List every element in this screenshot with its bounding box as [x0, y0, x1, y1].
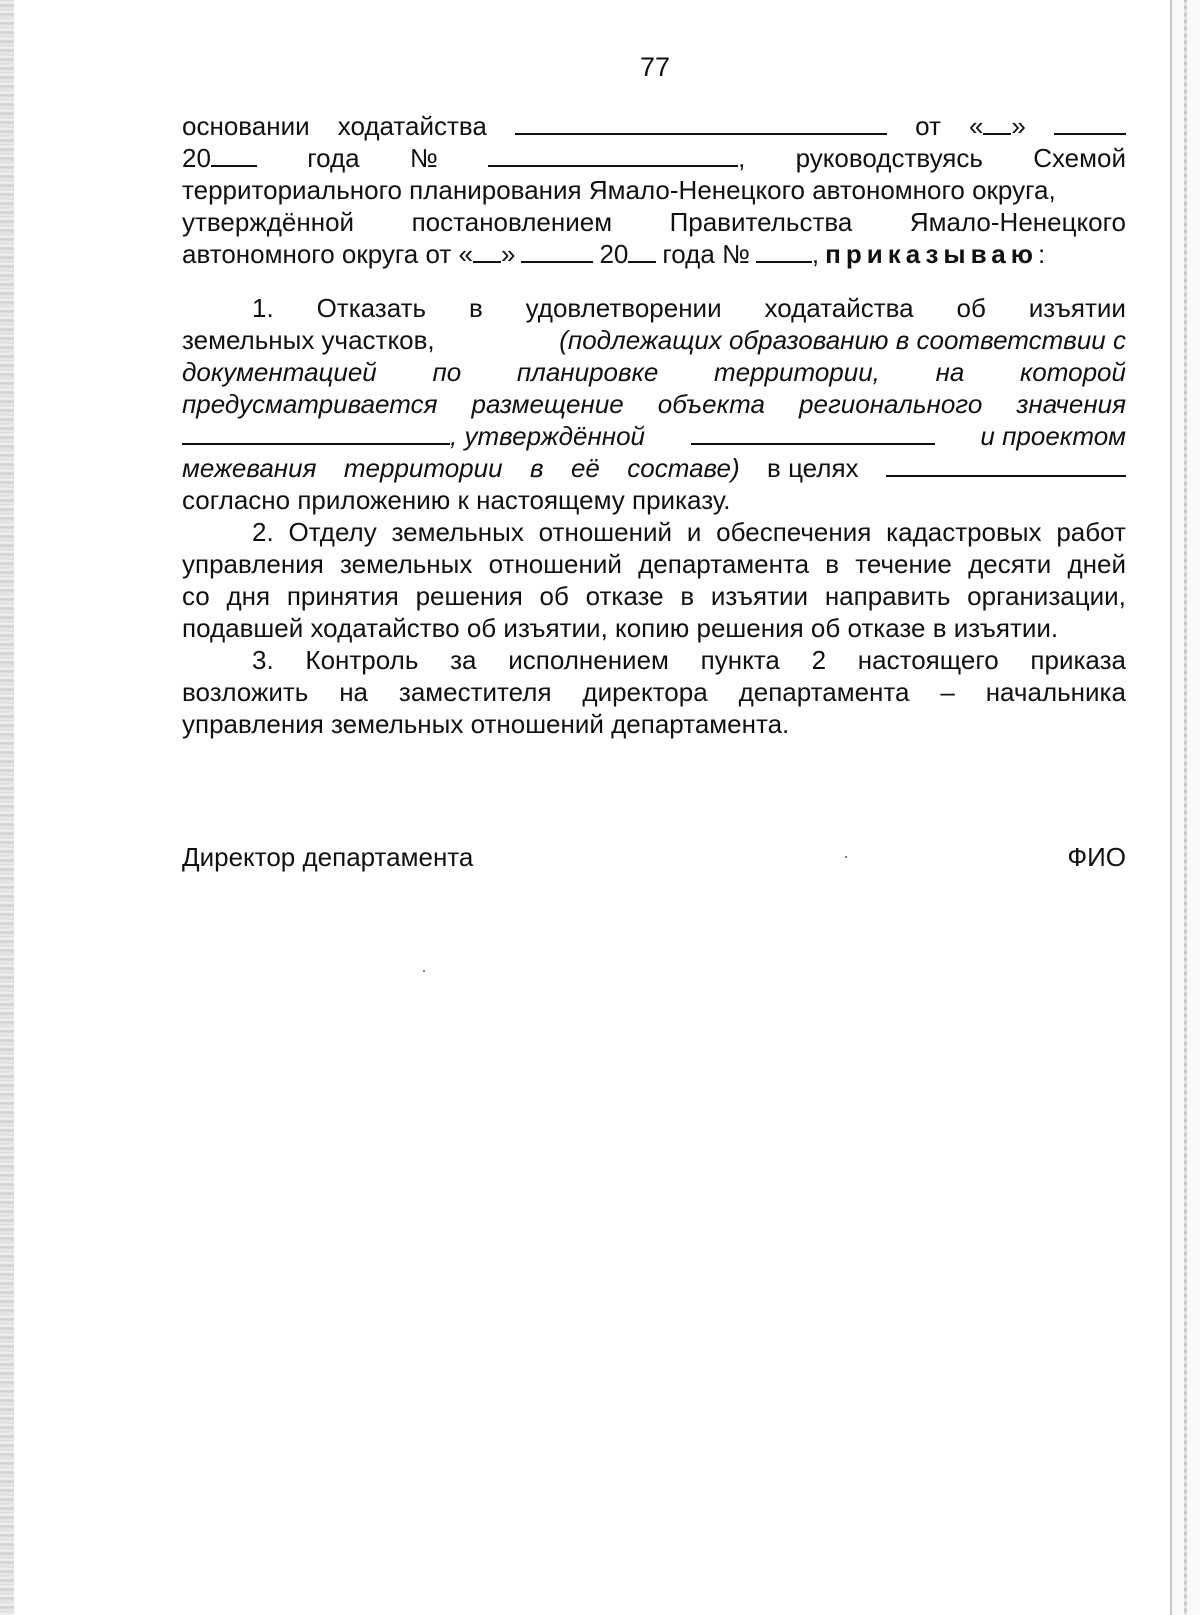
day-blank	[983, 111, 1011, 135]
signer-position: Директор департамента	[182, 842, 474, 872]
item1-line-7: согласно приложению к настоящему приказу.	[182, 485, 731, 515]
petition-blank	[515, 111, 887, 135]
item1-line-5: , утверждённой и проектом	[182, 420, 1126, 452]
item1-line-2: земельных участков, (подлежащих образованию в соответствии с	[182, 325, 1126, 355]
item1-line-6: межевания территории в её составе) в целях	[182, 452, 1126, 484]
intro-line-5: автономного округа от « » 20 года № , приказываю:	[182, 239, 1046, 269]
order-verb: приказываю	[825, 239, 1038, 269]
scan-left-edge	[0, 0, 14, 1615]
signature-block	[182, 842, 1126, 873]
intro-line-3: территориального планирования Ямало-Ненецкого автономного округа,	[182, 175, 1056, 205]
item2-line-3: со дня принятия решения об отказе в изъятии направить организации,	[182, 581, 1126, 611]
item1-line-4: предусматривается размещение объекта регионального значения	[182, 389, 1126, 419]
item3-line-1: 3. Контроль за исполнением пункта 2 настоящего приказа	[252, 645, 1126, 675]
intro-line-2: 20 года № , руководствуясь Схемой	[182, 143, 1126, 173]
page-number: 77	[639, 52, 671, 82]
intro-line-4: утверждённой постановлением Правительства Ямало-Ненецкого	[182, 207, 1126, 237]
item2-line-2: управления земельных отношений департамента в течение десяти дней	[182, 549, 1126, 579]
scan-speck	[423, 970, 425, 972]
item3-line-2: возложить на заместителя директора департамента – начальника	[182, 677, 1126, 707]
item2-line-4: подавшей ходатайство об изъятии, копию решения об отказе в изъятии.	[182, 613, 1059, 643]
item2-line-1: 2. Отделу земельных отношений и обеспечения кадастровых работ	[252, 517, 1126, 547]
scan-speck	[845, 856, 847, 858]
item1-line-3: документацией по планировке территории, на которой	[182, 357, 1126, 387]
month-blank	[1054, 111, 1126, 135]
item3-line-3: управления земельных отношений департамента.	[182, 709, 790, 739]
order-body	[182, 110, 1126, 740]
intro-line-1: основании ходатайства от « »	[182, 110, 1126, 142]
item1-line-1: 1. Отказать в удовлетворении ходатайства об изъятии	[252, 293, 1126, 323]
number-blank	[488, 143, 738, 167]
year-blank	[211, 143, 257, 167]
signer-name: ФИО	[1067, 842, 1126, 872]
scan-right-edge	[1170, 0, 1200, 1615]
